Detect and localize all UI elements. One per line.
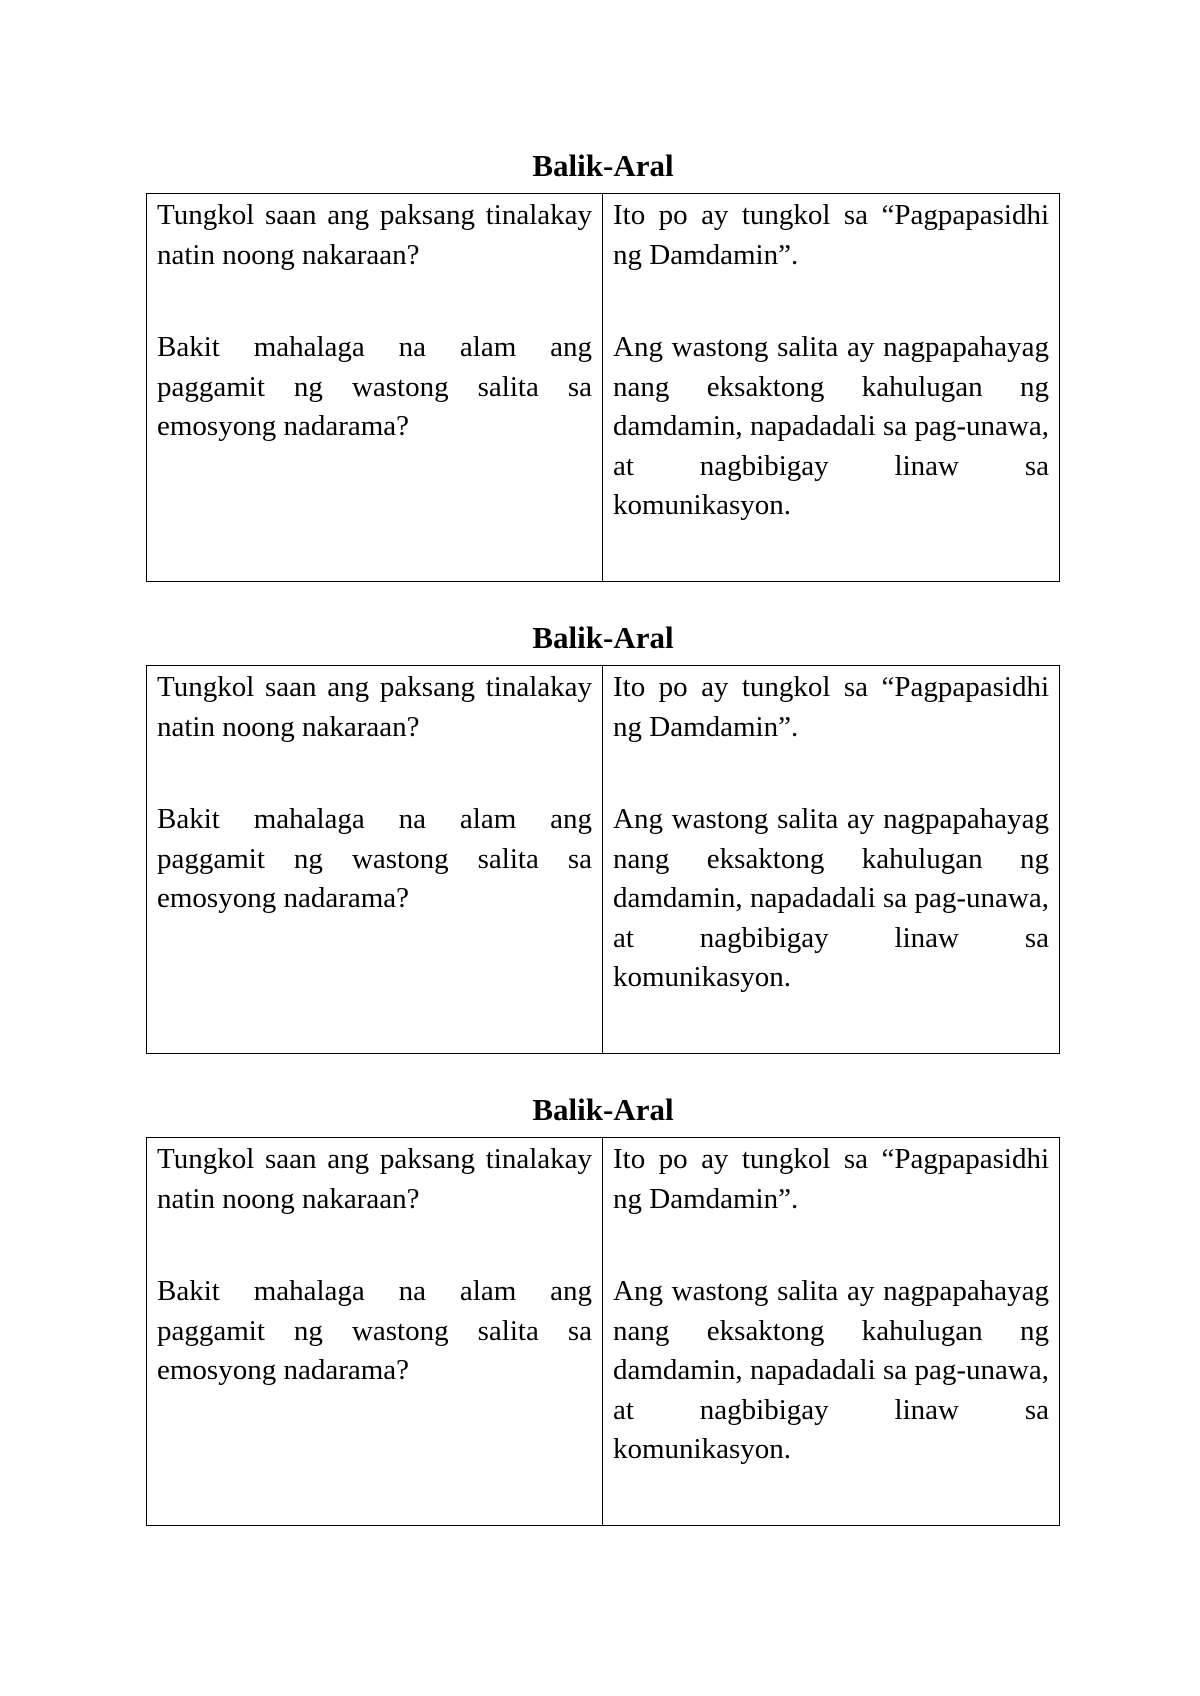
answer-1: Ito po ay tungkol sa “Pagpapasidhi ng Damdamin”. <box>613 199 1049 271</box>
question-2: Bakit mahalaga na alam ang paggamit ng wastong salita sa emosyong nadarama? <box>157 1275 592 1386</box>
answer-2: Ang wastong salita ay nagpapahayag nang eksaktong kahulugan ng damdamin, napadadali sa pag-unawa, at nagbibigay linaw sa komunikasyon. <box>613 331 1049 521</box>
question-1: Tungkol saan ang paksang tinalakay natin noong nakaraan? <box>157 671 592 743</box>
answer-1: Ito po ay tungkol sa “Pagpapasidhi ng Damdamin”. <box>613 1143 1049 1215</box>
section-title: Balik-Aral <box>532 1092 674 1127</box>
questions-column <box>147 1138 603 1525</box>
questions-column <box>147 666 603 1053</box>
section-title: Balik-Aral <box>532 620 674 655</box>
section-title: Balik-Aral <box>532 148 674 183</box>
answer-2: Ang wastong salita ay nagpapahayag nang eksaktong kahulugan ng damdamin, napadadali sa pag-unawa, at nagbibigay linaw sa komunikasyon. <box>613 803 1049 993</box>
qa-table <box>146 1137 1060 1526</box>
questions-column <box>147 194 603 581</box>
answers-column <box>603 666 1059 1053</box>
question-1: Tungkol saan ang paksang tinalakay natin noong nakaraan? <box>157 1143 592 1215</box>
question-2: Bakit mahalaga na alam ang paggamit ng wastong salita sa emosyong nadarama? <box>157 331 592 442</box>
qa-table <box>146 665 1060 1054</box>
answers-column <box>603 1138 1059 1525</box>
answer-2: Ang wastong salita ay nagpapahayag nang eksaktong kahulugan ng damdamin, napadadali sa pag-unawa, at nagbibigay linaw sa komunikasyon. <box>613 1275 1049 1465</box>
question-2: Bakit mahalaga na alam ang paggamit ng wastong salita sa emosyong nadarama? <box>157 803 592 914</box>
question-1: Tungkol saan ang paksang tinalakay natin noong nakaraan? <box>157 199 592 271</box>
answer-1: Ito po ay tungkol sa “Pagpapasidhi ng Damdamin”. <box>613 671 1049 743</box>
qa-table <box>146 193 1060 582</box>
answers-column <box>603 194 1059 581</box>
